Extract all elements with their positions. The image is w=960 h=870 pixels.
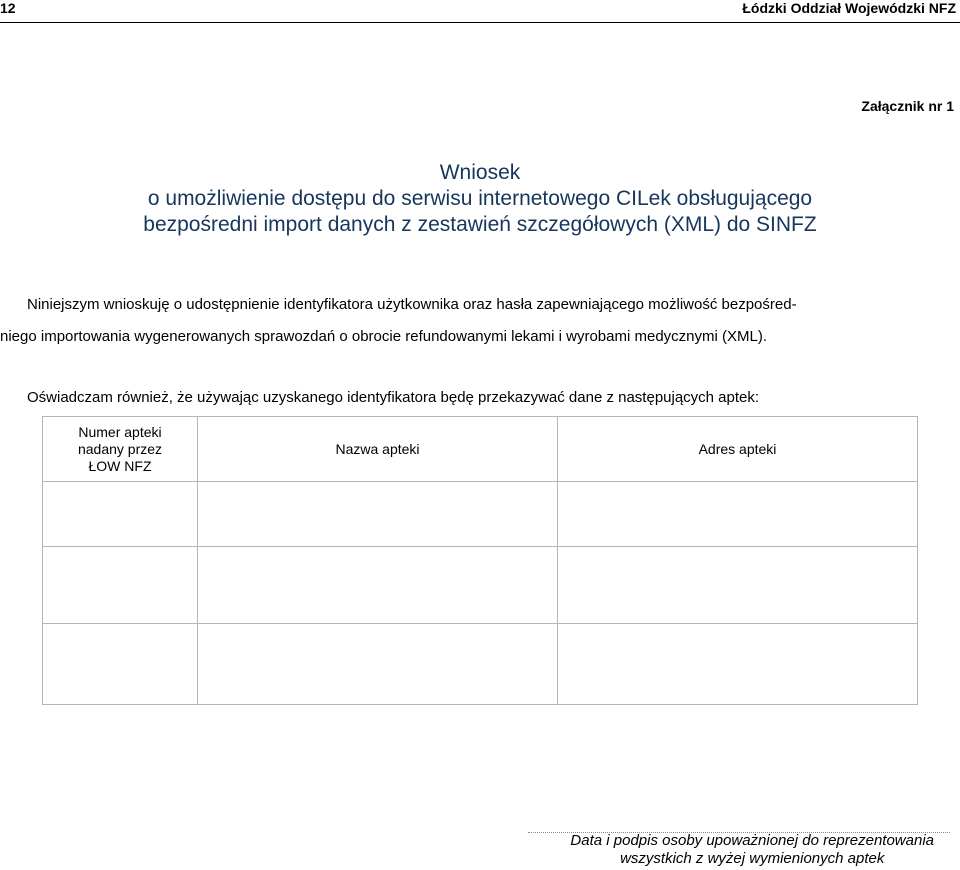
signature-caption-line-1: Data i podpis osoby upoważnionej do reprezentowania xyxy=(570,832,934,849)
header-pharmacy-number-line-3: ŁOW NFZ xyxy=(88,457,152,474)
signature-caption xyxy=(570,832,934,868)
header-divider xyxy=(0,22,960,23)
table-header-row xyxy=(43,417,918,482)
title-line-2: o umożliwienie dostępu do serwisu internetowego CILek obsługującego xyxy=(147,187,813,210)
header-pharmacy-number xyxy=(43,417,198,482)
title-line-1: Wniosek xyxy=(439,161,521,184)
cell-pharmacy-number[interactable] xyxy=(43,547,198,624)
header-title: Łódzki Oddział Wojewódzki NFZ xyxy=(742,0,956,16)
header-pharmacy-number-line-1: Numer apteki xyxy=(78,423,162,440)
request-paragraph-line-1: Niniejszym wnioskuję o udostępnienie identyfikatora użytkownika oraz hasła zapewniającego możliwość bezpośred- xyxy=(27,296,797,313)
header-pharmacy-name: Nazwa apteki xyxy=(198,417,558,482)
cell-pharmacy-name[interactable] xyxy=(198,624,558,705)
header-pharmacy-address: Adres apteki xyxy=(558,417,918,482)
header-pharmacy-number-line-2: nadany przez xyxy=(77,440,163,457)
title-line-3: bezpośredni import danych z zestawień szczegółowych (XML) do SINFZ xyxy=(143,213,817,236)
cell-pharmacy-address[interactable] xyxy=(558,624,918,705)
document-title xyxy=(0,160,960,238)
cell-pharmacy-name[interactable] xyxy=(198,547,558,624)
cell-pharmacy-address[interactable] xyxy=(558,482,918,547)
cell-pharmacy-address[interactable] xyxy=(558,547,918,624)
declaration-paragraph: Oświadczam również, że używając uzyskanego identyfikatora będę przekazywać dane z następujących aptek: xyxy=(27,389,760,406)
table-row xyxy=(43,482,918,547)
table-row xyxy=(43,547,918,624)
pharmacy-table xyxy=(42,416,918,705)
cell-pharmacy-number[interactable] xyxy=(43,482,198,547)
request-paragraph-line-2: niego importowania wygenerowanych sprawozdań o obrocie refundowanymi lekami i wyrobami medycznymi (XML). xyxy=(0,328,767,345)
cell-pharmacy-number[interactable] xyxy=(43,624,198,705)
table-row xyxy=(43,624,918,705)
page-number: 12 xyxy=(0,0,16,16)
signature-caption-line-2: wszystkich z wyżej wymienionych aptek xyxy=(620,850,885,867)
annex-label: Załącznik nr 1 xyxy=(861,98,954,114)
cell-pharmacy-name[interactable] xyxy=(198,482,558,547)
